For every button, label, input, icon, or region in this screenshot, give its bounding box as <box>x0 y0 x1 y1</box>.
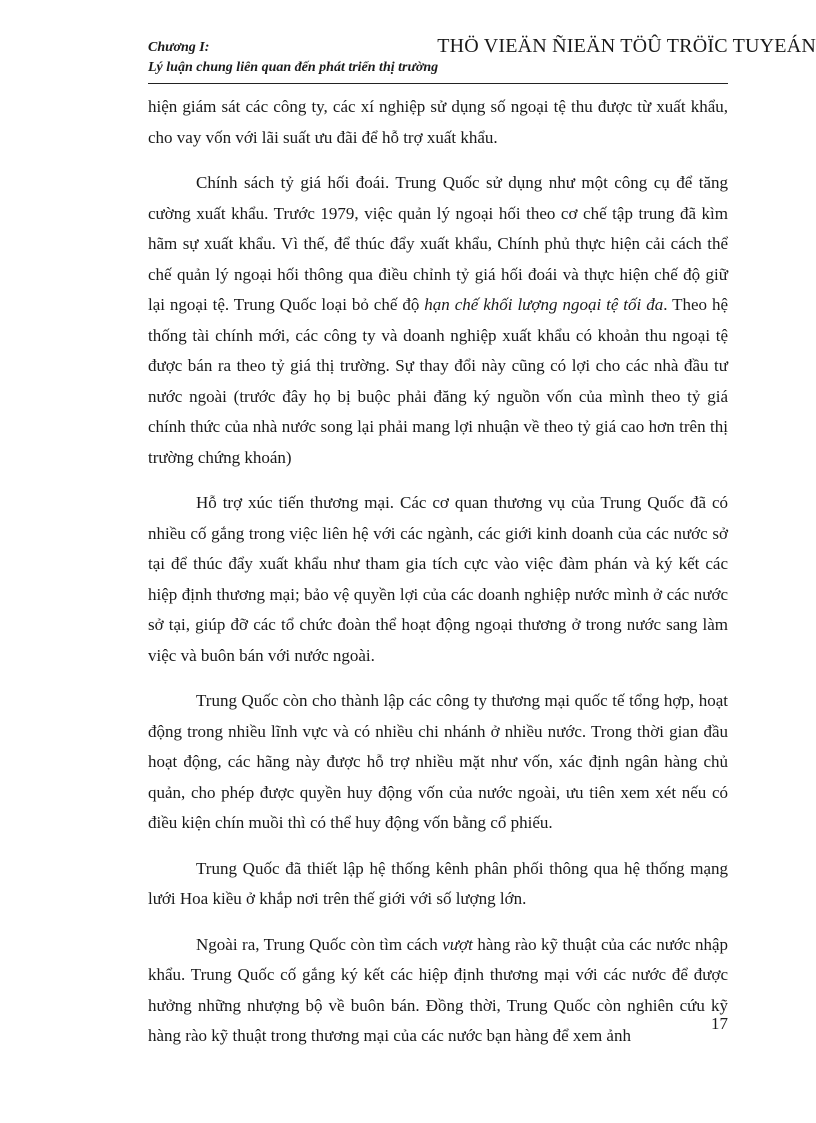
paragraph-text: . Theo hệ thống tài chính mới, các công ty và doanh nghiệp xuất khẩu có khoản thu ngoại tệ được bán ra theo tỷ giá thị trường. Sự thay đổi này cũng có lợi cho các nhà đầu tư nước ngoài (trước đây họ bị buộc phải đăng ký nguồn vốn của mình theo tỷ giá chính thức của nhà nước song lại phải mang lợi nhuận về theo tỷ giá cao hơn trên thị trường chứng khoán) <box>148 295 728 467</box>
page-number: 17 <box>711 1014 728 1033</box>
paragraph-text: hàng rào kỹ thuật của các nước nhập khẩu. Trung Quốc cố gắng ký kết các hiệp định thương mại với các nước để được hưởng những nhượng bộ về buôn bán. Đồng thời, Trung Quốc còn nghiên cứu kỹ hàng rào kỹ thuật trong thương mại của các nước bạn hàng để xem ảnh <box>148 934 728 1045</box>
paragraph-exchange-rate-policy <box>148 168 728 473</box>
italic-phrase: hạn chế khối lượng ngoại tệ tối đa <box>424 295 664 314</box>
paragraph-trade-promotion: Hỗ trợ xúc tiến thương mại. Các cơ quan thương vụ của Trung Quốc đã có nhiều cố gắng trong việc liên hệ với các ngành, các giới kinh doanh của các nước sở tại để thúc đẩy xuất khẩu như tham gia tích cực vào việc đàm phán và ký kết các hiệp định thương mại; bảo vệ quyền lợi của các doanh nghiệp nước mình ở các nước sở tại, giúp đỡ các tổ chức đoàn thể hoạt động ngoại thương ở trong nước sang làm việc và buôn bán với nước ngoài. <box>148 493 728 665</box>
paragraph-continuation: hiện giám sát các công ty, các xí nghiệp sử dụng số ngoại tệ thu được từ xuất khẩu, cho vay vốn với lãi suất ưu đãi để hỗ trợ xuất khẩu. <box>148 97 728 147</box>
italic-phrase: vượt <box>442 934 473 954</box>
header-divider <box>148 83 728 84</box>
chapter-label: Chương I: <box>148 40 210 55</box>
paragraph-technical-barriers <box>148 930 728 1052</box>
paragraph-text: Ngoài ra, Trung Quốc còn tìm cách <box>196 934 443 954</box>
paragraph-trading-companies: Trung Quốc còn cho thành lập các công ty thương mại quốc tế tổng hợp, hoạt động trong nhiều lĩnh vực và có nhiều chi nhánh ở nhiều nước. Trong thời gian đầu hoạt động, các hãng này được hỗ trợ nhiều mặt như vốn, xác định ngân hàng chủ quản, cho phép được quyền huy động vốn của nước ngoài, ưu tiên xem xét nếu có điều kiện chín muồi thì có thể huy động vốn bằng cổ phiếu. <box>148 691 728 832</box>
library-watermark: THÖ VIEÄN ÑIEÄN TÖÛ TRÖÏC TUYEÁN <box>437 35 816 57</box>
paragraph-text: Chính sách tỷ giá hối đoái. Trung Quốc sử dụng như một công cụ để tăng cường xuất khẩu. Trước 1979, việc quản lý ngoại hối theo cơ chế tập trung đã kìm hãm sự xuất khẩu. Vì thế, để thúc đẩy xuất khẩu, Chính phủ thực hiện cải cách thể chế quản lý ngoại hối thông qua điều chỉnh tỷ giá hối đoái và thực hiện chế độ giữ lại ngoại tệ. Trung Quốc loại bỏ chế độ <box>148 173 728 314</box>
page-body <box>148 92 728 1067</box>
chapter-subtitle: Lý luận chung liên quan đến phát triển thị trường <box>148 60 439 75</box>
paragraph-distribution-network: Trung Quốc đã thiết lập hệ thống kênh phân phối thông qua hệ thống mạng lưới Hoa kiều ở khắp nơi trên thế giới với số lượng lớn. <box>148 858 728 908</box>
